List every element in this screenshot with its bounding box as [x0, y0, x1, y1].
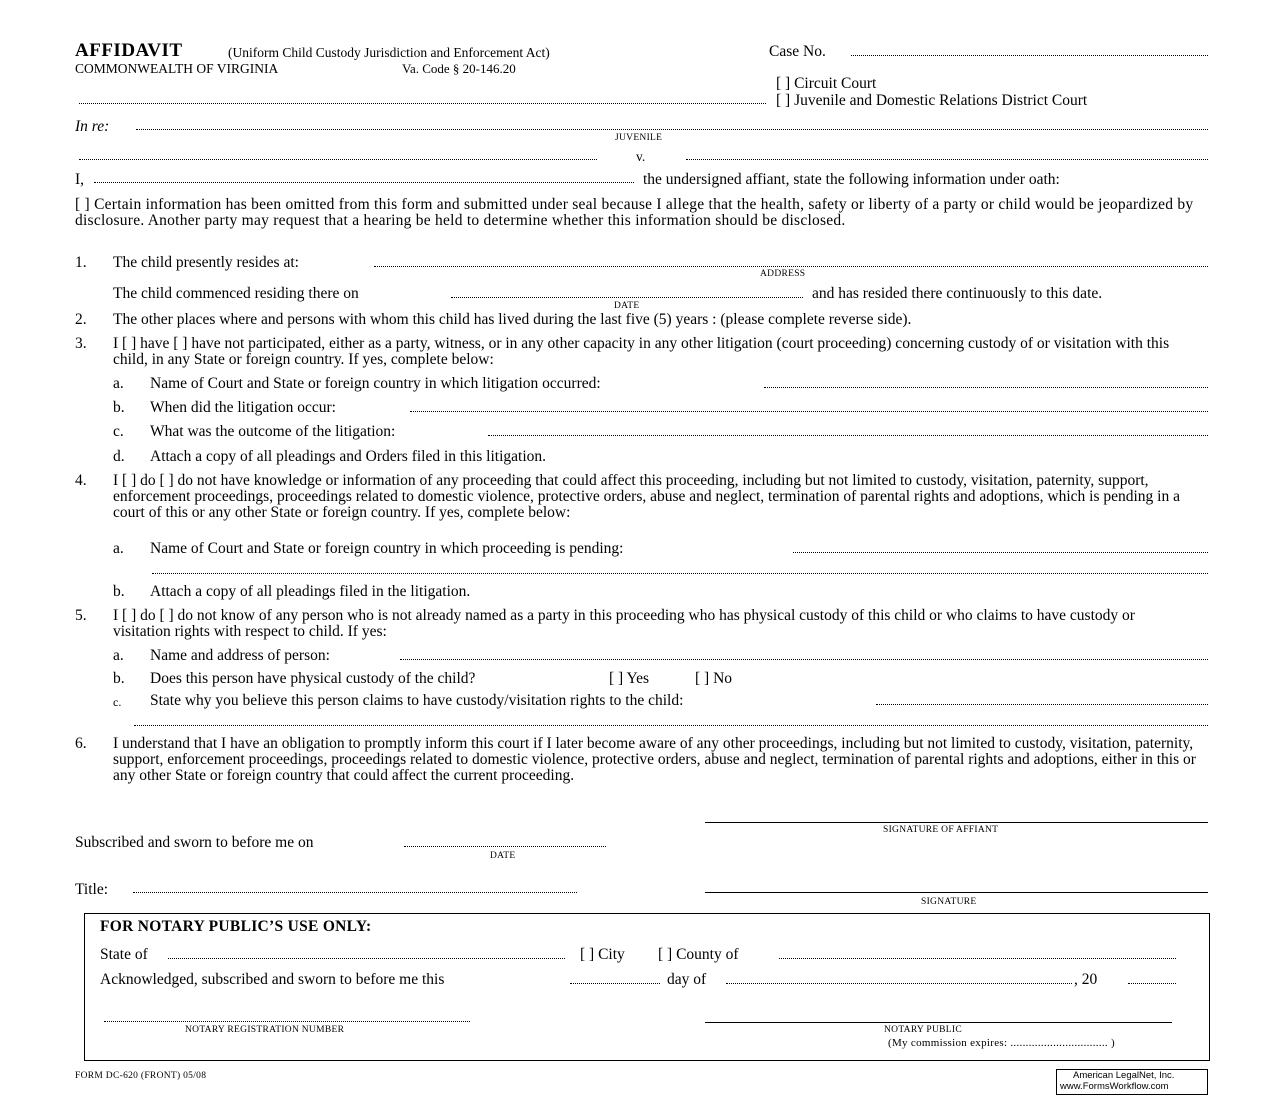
item-1-continuous: and has resided there continuously to this date. — [812, 285, 1103, 302]
notary-county-option[interactable]: [ ] County of — [658, 946, 739, 963]
officer-signature-caption: SIGNATURE — [921, 897, 977, 907]
notary-month-field[interactable] — [726, 983, 1072, 984]
versus-label: v. — [636, 149, 646, 164]
item-1-text: The child presently resides at: — [113, 254, 299, 271]
item-4b-text: Attach a copy of all pleadings filed in the litigation. — [150, 583, 471, 600]
item-3d-text: Attach a copy of all pleadings and Orders filed in this litigation. — [150, 448, 547, 465]
item-4a-text: Name of Court and State or foreign country in which proceeding is pending: — [150, 540, 624, 557]
notary-registration-caption: NOTARY REGISTRATION NUMBER — [185, 1025, 345, 1035]
party-two-field[interactable] — [686, 159, 1208, 160]
custody-claim-field-line2[interactable] — [134, 725, 1208, 726]
pending-court-field[interactable] — [793, 552, 1208, 553]
residence-date-field[interactable] — [451, 297, 803, 298]
notary-year-prefix: , 20 — [1074, 971, 1098, 988]
item-5-number: 5. — [75, 607, 87, 624]
form-title: AFFIDAVIT — [75, 40, 183, 61]
address-caption: ADDRESS — [760, 269, 806, 279]
item-3-text: I [ ] have [ ] have not participated, either as a party, witness, or in any other capacity in any other litigation (court proceeding) concerning custody of or visitation with this child, in any State or foreign country. If yes, complete below: — [113, 335, 1170, 368]
notary-state-field[interactable] — [168, 958, 565, 959]
commonwealth-label: COMMONWEALTH OF VIRGINIA — [75, 61, 279, 76]
item-5c-letter: c. — [113, 695, 122, 709]
notary-public-caption: NOTARY PUBLIC — [884, 1025, 963, 1035]
item-4b-letter: b. — [113, 583, 125, 600]
affiant-signature-line[interactable] — [705, 822, 1208, 823]
item-3d-letter: d. — [113, 448, 125, 465]
circuit-court-option[interactable]: [ ] Circuit Court — [776, 75, 877, 92]
item-1-number: 1. — [75, 254, 87, 271]
notary-state-label: State of — [100, 946, 148, 963]
case-no-field[interactable] — [851, 55, 1208, 56]
court-name-field[interactable] — [79, 103, 766, 104]
item-4a-letter: a. — [113, 540, 124, 557]
item-2-text: The other places where and persons with whom this child has lived during the last five (5) years : (please complete reverse side). — [113, 311, 912, 328]
item-3-number: 3. — [75, 335, 87, 352]
publisher-name: American LegalNet, Inc. — [1073, 1070, 1175, 1081]
party-one-field[interactable] — [79, 159, 597, 160]
item-3a-text: Name of Court and State or foreign country in which litigation occurred: — [150, 375, 601, 392]
item-6-text: I understand that I have an obligation to promptly inform this court if I later become aware of any other proceedings, including but not limited to custody, visitation, paternity, support, enforcement proceedings, proceedings related to domestic violence, protective orders, abuse and neglect, termination of parental rights and adoptions, either in this or any other State or foreign country that could affect the current proceeding. — [113, 735, 1196, 784]
child-address-field[interactable] — [374, 266, 1208, 267]
item-5b-letter: b. — [113, 670, 125, 687]
item-1-commenced: The child commenced residing there on — [113, 285, 359, 302]
custody-yes-checkbox[interactable]: [ ] Yes — [609, 670, 650, 687]
litigation-date-field[interactable] — [410, 411, 1208, 412]
case-no-label: Case No. — [769, 43, 826, 60]
item-4-text: I [ ] do [ ] do not have knowledge or information of any proceeding that could affect this proceeding, including but not limited to custody, visitation, paternity, support, enforcement proceedings, proceedings related to domestic violence, protective orders, abuse and neglect, termination of parental rights and adoptions, which is pending in a court of this or any other State or foreign country. If yes, complete below: — [113, 472, 1180, 521]
notary-locality-field[interactable] — [779, 958, 1176, 959]
date-caption: DATE — [614, 301, 640, 311]
publisher-url[interactable]: www.FormsWorkflow.com — [1060, 1081, 1169, 1092]
affiant-name-field[interactable] — [94, 182, 634, 183]
item-5a-letter: a. — [113, 647, 124, 664]
item-6-number: 6. — [75, 735, 87, 752]
notary-day-of: day of — [667, 971, 707, 988]
form-identifier: FORM DC-620 (FRONT) 05/08 — [75, 1071, 207, 1081]
item-3a-letter: a. — [113, 375, 124, 392]
item-5-text: I [ ] do [ ] do not know of any person who is not already named as a party in this proceeding who has physical custody of this child or who claims to have custody or visitation rights with respect to child. If yes: — [113, 607, 1135, 640]
seal-notice: [ ] Certain information has been omitted from this form and submitted under seal because I allege that the health, safety or liberty of a party or child would be jeopardized by disclosure. Another party may request that a hearing be held to determine whether this information should be disclosed. — [75, 196, 1194, 229]
notary-signature-line[interactable] — [705, 1022, 1172, 1023]
item-2-number: 2. — [75, 311, 87, 328]
affiant-signature-caption: SIGNATURE OF AFFIANT — [883, 825, 999, 835]
sworn-label: Subscribed and sworn to before me on — [75, 834, 314, 851]
pending-court-field-line2[interactable] — [152, 573, 1208, 574]
title-field[interactable] — [133, 892, 577, 893]
title-label: Title: — [75, 881, 109, 898]
notary-commission: (My commission expires: ................................ ) — [888, 1037, 1115, 1049]
in-re-label: In re: — [75, 118, 110, 135]
litigation-outcome-field[interactable] — [488, 435, 1208, 436]
item-3b-text: When did the litigation occur: — [150, 399, 336, 416]
item-4-number: 4. — [75, 472, 87, 489]
notary-registration-field[interactable] — [104, 1021, 470, 1022]
juvenile-caption: JUVENILE — [615, 133, 663, 143]
notary-year-field[interactable] — [1128, 983, 1176, 984]
custody-no-checkbox[interactable]: [ ] No — [695, 670, 733, 687]
in-re-field[interactable] — [136, 129, 1208, 130]
affiant-label: I, — [75, 171, 85, 188]
notary-city-option[interactable]: [ ] City — [580, 946, 625, 963]
sworn-date-field[interactable] — [404, 846, 606, 847]
item-5b-text: Does this person have physical custody of the child? — [150, 670, 476, 687]
code-reference: Va. Code § 20-146.20 — [402, 61, 516, 76]
sworn-date-caption: DATE — [490, 851, 516, 861]
form-subtitle: (Uniform Child Custody Jurisdiction and Enforcement Act) — [228, 45, 550, 60]
custody-claim-field[interactable] — [876, 704, 1208, 705]
litigation-court-field[interactable] — [764, 387, 1208, 388]
notary-ack-label: Acknowledged, subscribed and sworn to before me this — [100, 971, 445, 988]
item-3c-letter: c. — [113, 423, 124, 440]
officer-signature-line[interactable] — [705, 892, 1208, 893]
notary-heading: FOR NOTARY PUBLIC’S USE ONLY: — [100, 918, 372, 935]
item-3b-letter: b. — [113, 399, 125, 416]
affiant-statement: the undersigned affiant, state the following information under oath: — [643, 171, 1060, 188]
item-3c-text: What was the outcome of the litigation: — [150, 423, 396, 440]
jdr-court-option[interactable]: [ ] Juvenile and Domestic Relations District Court — [776, 92, 1088, 109]
notary-day-field[interactable] — [570, 983, 660, 984]
item-5a-text: Name and address of person: — [150, 647, 330, 664]
person-name-address-field[interactable] — [400, 659, 1208, 660]
item-5c-text: State why you believe this person claims to have custody/visitation rights to the child: — [150, 692, 684, 709]
